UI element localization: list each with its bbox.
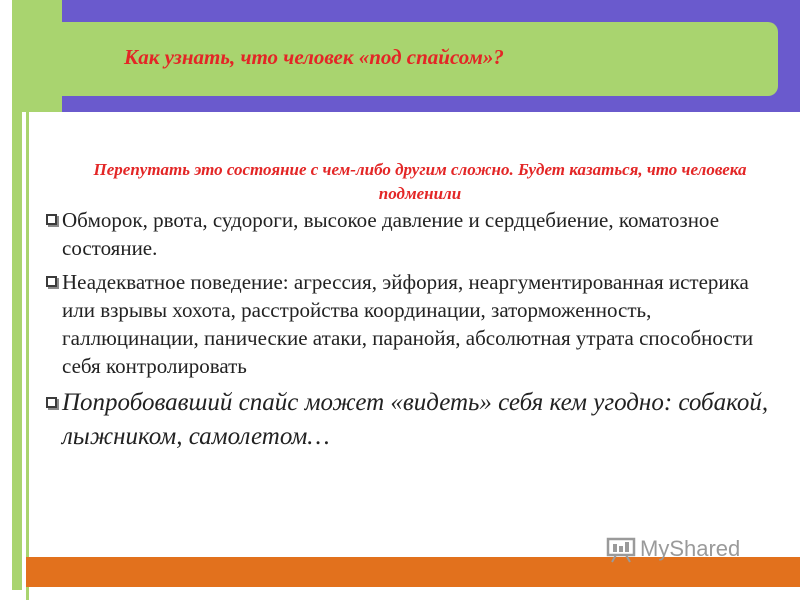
- watermark-text: MyShared: [640, 536, 741, 561]
- checkbox-square-icon: [46, 276, 57, 287]
- bullet-text: Неадекватное поведение: агрессия, эйфория, неаргументированная истерика или взрывы хохота, расстройства координации, заторможенность, галлюцинации, панические атаки, паранойя, абсолютная утрата способности себя контролировать: [62, 270, 754, 378]
- left-accent-strip: [12, 112, 22, 590]
- bullet-list: [44, 206, 784, 454]
- left-thin-strip: [26, 112, 29, 600]
- checkbox-square-icon: [46, 214, 57, 225]
- bullet-item: [44, 386, 784, 454]
- checkbox-square-icon: [46, 397, 57, 408]
- header-green-block: [12, 0, 62, 112]
- header-white-edge: [0, 0, 12, 112]
- bullet-item: [44, 268, 784, 380]
- bullet-item: [44, 206, 784, 262]
- presentation-board-icon: [606, 537, 640, 563]
- slide-subtitle: Перепутать это состояние с чем-либо другим сложно. Будет казаться, что человека подменили: [93, 160, 747, 203]
- bullet-text: Обморок, рвота, судороги, высокое давление и сердцебиение, коматозное состояние.: [62, 208, 720, 260]
- slide-title: Как узнать, что человек «под спайсом»?: [124, 45, 504, 69]
- bullet-text: Попробовавший спайс может «видеть» себя кем угодно: собакой, лыжником, самолетом…: [62, 389, 769, 450]
- watermark-logo: [606, 536, 740, 563]
